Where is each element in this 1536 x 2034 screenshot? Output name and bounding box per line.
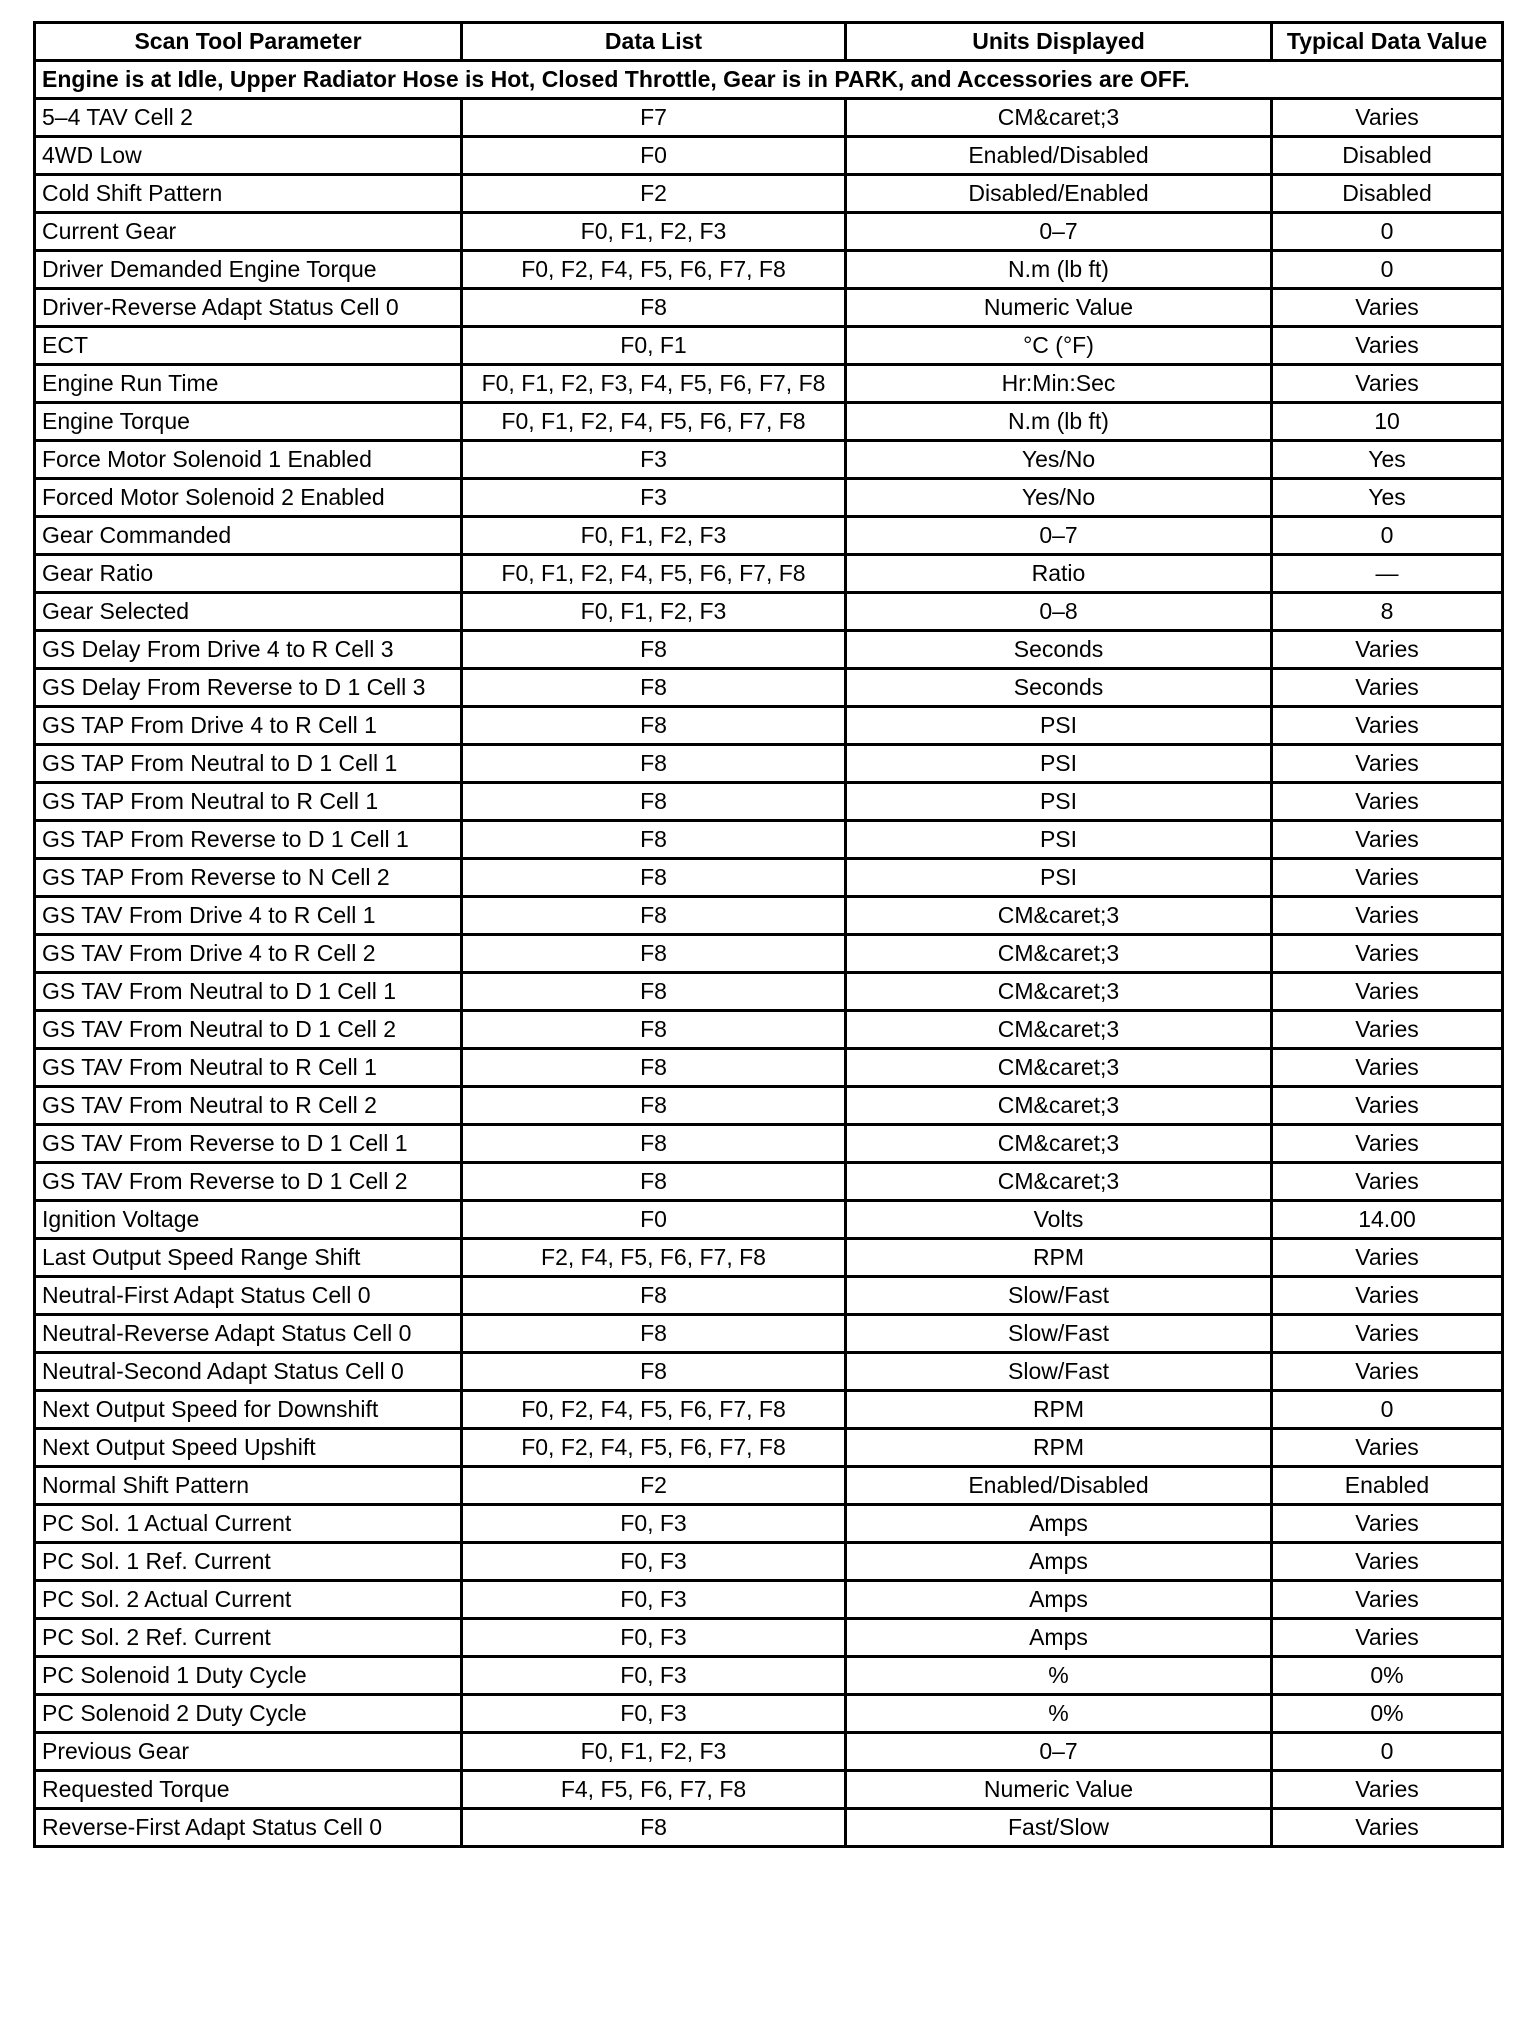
- table-row: [35, 1087, 1503, 1125]
- cell-parameter: 5–4 TAV Cell 2: [35, 99, 462, 137]
- scan-tool-data-table: [33, 21, 1504, 1848]
- cell-typical-value: Varies: [1272, 1125, 1503, 1163]
- cell-data-list: F8: [462, 631, 846, 669]
- cell-data-list: F0, F1, F2, F3: [462, 517, 846, 555]
- cell-data-list: F8: [462, 707, 846, 745]
- table-row: [35, 859, 1503, 897]
- cell-units: PSI: [846, 707, 1272, 745]
- table-row: [35, 403, 1503, 441]
- cell-parameter: GS TAP From Reverse to N Cell 2: [35, 859, 462, 897]
- table-row: [35, 1125, 1503, 1163]
- cell-parameter: GS TAP From Neutral to R Cell 1: [35, 783, 462, 821]
- table-row: [35, 327, 1503, 365]
- cell-data-list: F0, F3: [462, 1657, 846, 1695]
- table-row: [35, 517, 1503, 555]
- header-units-displayed: Units Displayed: [846, 23, 1272, 61]
- cell-parameter: Engine Torque: [35, 403, 462, 441]
- table-row: [35, 365, 1503, 403]
- cell-data-list: F3: [462, 479, 846, 517]
- cell-parameter: Normal Shift Pattern: [35, 1467, 462, 1505]
- table-row: [35, 1771, 1503, 1809]
- cell-parameter: GS TAV From Neutral to R Cell 2: [35, 1087, 462, 1125]
- cell-typical-value: Varies: [1272, 99, 1503, 137]
- cell-data-list: F8: [462, 897, 846, 935]
- cell-data-list: F8: [462, 973, 846, 1011]
- cell-parameter: GS TAV From Neutral to D 1 Cell 2: [35, 1011, 462, 1049]
- cell-typical-value: Varies: [1272, 1011, 1503, 1049]
- cell-parameter: GS TAP From Reverse to D 1 Cell 1: [35, 821, 462, 859]
- cell-units: CM&caret;3: [846, 897, 1272, 935]
- cell-data-list: F8: [462, 669, 846, 707]
- table-row: [35, 555, 1503, 593]
- cell-parameter: PC Sol. 2 Ref. Current: [35, 1619, 462, 1657]
- cell-typical-value: 0%: [1272, 1657, 1503, 1695]
- cell-data-list: F8: [462, 1011, 846, 1049]
- cell-typical-value: Varies: [1272, 289, 1503, 327]
- cell-typical-value: 0: [1272, 213, 1503, 251]
- cell-typical-value: Varies: [1272, 783, 1503, 821]
- table-body: [35, 61, 1503, 1847]
- cell-data-list: F8: [462, 783, 846, 821]
- cell-units: Slow/Fast: [846, 1315, 1272, 1353]
- cell-units: Slow/Fast: [846, 1353, 1272, 1391]
- cell-typical-value: 0: [1272, 1733, 1503, 1771]
- cell-parameter: Cold Shift Pattern: [35, 175, 462, 213]
- cell-typical-value: Varies: [1272, 935, 1503, 973]
- cell-data-list: F0, F2, F4, F5, F6, F7, F8: [462, 1391, 846, 1429]
- cell-parameter: Ignition Voltage: [35, 1201, 462, 1239]
- table-row: [35, 479, 1503, 517]
- table-row: [35, 1581, 1503, 1619]
- table-row: [35, 1163, 1503, 1201]
- data-table-container: [33, 21, 1501, 1848]
- cell-data-list: F0: [462, 1201, 846, 1239]
- cell-units: RPM: [846, 1429, 1272, 1467]
- table-row: [35, 1277, 1503, 1315]
- cell-units: CM&caret;3: [846, 1163, 1272, 1201]
- cell-parameter: Requested Torque: [35, 1771, 462, 1809]
- header-data-list: Data List: [462, 23, 846, 61]
- cell-parameter: Next Output Speed for Downshift: [35, 1391, 462, 1429]
- cell-units: 0–7: [846, 213, 1272, 251]
- table-row: [35, 897, 1503, 935]
- cell-units: Yes/No: [846, 479, 1272, 517]
- cell-typical-value: 10: [1272, 403, 1503, 441]
- cell-data-list: F2: [462, 175, 846, 213]
- table-row: [35, 745, 1503, 783]
- cell-data-list: F8: [462, 935, 846, 973]
- condition-note: Engine is at Idle, Upper Radiator Hose is Hot, Closed Throttle, Gear is in PARK, and Accessories are OFF.: [35, 61, 1503, 99]
- cell-parameter: GS TAP From Drive 4 to R Cell 1: [35, 707, 462, 745]
- cell-units: RPM: [846, 1391, 1272, 1429]
- cell-parameter: GS TAV From Drive 4 to R Cell 1: [35, 897, 462, 935]
- table-row: [35, 1391, 1503, 1429]
- table-row: [35, 1315, 1503, 1353]
- cell-parameter: GS Delay From Drive 4 to R Cell 3: [35, 631, 462, 669]
- cell-typical-value: 14.00: [1272, 1201, 1503, 1239]
- table-row: [35, 1809, 1503, 1847]
- cell-typical-value: Varies: [1272, 631, 1503, 669]
- cell-data-list: F0, F3: [462, 1695, 846, 1733]
- cell-typical-value: Yes: [1272, 441, 1503, 479]
- cell-units: CM&caret;3: [846, 1087, 1272, 1125]
- table-row: [35, 973, 1503, 1011]
- table-row: [35, 631, 1503, 669]
- cell-parameter: Driver-Reverse Adapt Status Cell 0: [35, 289, 462, 327]
- table-row: [35, 1695, 1503, 1733]
- cell-units: Volts: [846, 1201, 1272, 1239]
- cell-units: Amps: [846, 1505, 1272, 1543]
- cell-units: CM&caret;3: [846, 1125, 1272, 1163]
- cell-parameter: Engine Run Time: [35, 365, 462, 403]
- cell-units: PSI: [846, 783, 1272, 821]
- cell-parameter: Reverse-First Adapt Status Cell 0: [35, 1809, 462, 1847]
- cell-data-list: F8: [462, 1353, 846, 1391]
- cell-data-list: F3: [462, 441, 846, 479]
- cell-typical-value: Varies: [1272, 707, 1503, 745]
- cell-data-list: F0, F1, F2, F3: [462, 213, 846, 251]
- table-row: [35, 1239, 1503, 1277]
- cell-typical-value: Varies: [1272, 365, 1503, 403]
- cell-data-list: F8: [462, 1125, 846, 1163]
- table-row: [35, 99, 1503, 137]
- header-typical-data-value: Typical Data Value: [1272, 23, 1503, 61]
- cell-parameter: GS TAV From Reverse to D 1 Cell 2: [35, 1163, 462, 1201]
- cell-data-list: F8: [462, 1277, 846, 1315]
- cell-units: N.m (lb ft): [846, 251, 1272, 289]
- cell-data-list: F0, F1, F2, F3, F4, F5, F6, F7, F8: [462, 365, 846, 403]
- table-row: [35, 1619, 1503, 1657]
- cell-units: CM&caret;3: [846, 973, 1272, 1011]
- cell-typical-value: Varies: [1272, 859, 1503, 897]
- cell-units: %: [846, 1657, 1272, 1695]
- cell-typical-value: Yes: [1272, 479, 1503, 517]
- cell-data-list: F8: [462, 289, 846, 327]
- cell-units: Enabled/Disabled: [846, 1467, 1272, 1505]
- cell-units: PSI: [846, 821, 1272, 859]
- condition-note-row: [35, 61, 1503, 99]
- cell-data-list: F8: [462, 859, 846, 897]
- cell-units: 0–8: [846, 593, 1272, 631]
- cell-parameter: Previous Gear: [35, 1733, 462, 1771]
- cell-parameter: Neutral-First Adapt Status Cell 0: [35, 1277, 462, 1315]
- cell-parameter: Last Output Speed Range Shift: [35, 1239, 462, 1277]
- table-row: [35, 137, 1503, 175]
- cell-typical-value: 0: [1272, 251, 1503, 289]
- cell-parameter: PC Solenoid 2 Duty Cycle: [35, 1695, 462, 1733]
- table-row: [35, 1467, 1503, 1505]
- table-row: [35, 1733, 1503, 1771]
- cell-units: Numeric Value: [846, 1771, 1272, 1809]
- cell-data-list: F8: [462, 821, 846, 859]
- cell-data-list: F2: [462, 1467, 846, 1505]
- table-row: [35, 1505, 1503, 1543]
- cell-parameter: GS TAV From Neutral to R Cell 1: [35, 1049, 462, 1087]
- table-row: [35, 251, 1503, 289]
- cell-parameter: Current Gear: [35, 213, 462, 251]
- cell-parameter: Neutral-Second Adapt Status Cell 0: [35, 1353, 462, 1391]
- cell-typical-value: Varies: [1272, 1771, 1503, 1809]
- cell-data-list: F8: [462, 1809, 846, 1847]
- cell-units: Amps: [846, 1543, 1272, 1581]
- cell-typical-value: 8: [1272, 593, 1503, 631]
- cell-typical-value: Varies: [1272, 1049, 1503, 1087]
- cell-parameter: Forced Motor Solenoid 2 Enabled: [35, 479, 462, 517]
- table-header: [35, 23, 1503, 61]
- cell-data-list: F0, F3: [462, 1543, 846, 1581]
- cell-units: Seconds: [846, 669, 1272, 707]
- cell-typical-value: Varies: [1272, 1581, 1503, 1619]
- cell-parameter: GS Delay From Reverse to D 1 Cell 3: [35, 669, 462, 707]
- cell-typical-value: Varies: [1272, 973, 1503, 1011]
- table-row: [35, 935, 1503, 973]
- cell-parameter: Neutral-Reverse Adapt Status Cell 0: [35, 1315, 462, 1353]
- cell-units: Enabled/Disabled: [846, 137, 1272, 175]
- cell-typical-value: Varies: [1272, 1619, 1503, 1657]
- cell-units: Fast/Slow: [846, 1809, 1272, 1847]
- table-row: [35, 441, 1503, 479]
- table-row: [35, 707, 1503, 745]
- cell-data-list: F8: [462, 1163, 846, 1201]
- cell-data-list: F2, F4, F5, F6, F7, F8: [462, 1239, 846, 1277]
- cell-typical-value: 0: [1272, 517, 1503, 555]
- table-row: [35, 1543, 1503, 1581]
- table-row: [35, 1201, 1503, 1239]
- cell-units: Ratio: [846, 555, 1272, 593]
- cell-units: RPM: [846, 1239, 1272, 1277]
- cell-parameter: GS TAV From Neutral to D 1 Cell 1: [35, 973, 462, 1011]
- cell-units: 0–7: [846, 1733, 1272, 1771]
- cell-parameter: Gear Selected: [35, 593, 462, 631]
- cell-units: CM&caret;3: [846, 1011, 1272, 1049]
- cell-units: °C (°F): [846, 327, 1272, 365]
- cell-units: CM&caret;3: [846, 99, 1272, 137]
- cell-parameter: PC Sol. 1 Ref. Current: [35, 1543, 462, 1581]
- cell-typical-value: Enabled: [1272, 1467, 1503, 1505]
- cell-parameter: GS TAV From Reverse to D 1 Cell 1: [35, 1125, 462, 1163]
- cell-units: Amps: [846, 1581, 1272, 1619]
- table-row: [35, 669, 1503, 707]
- cell-typical-value: 0: [1272, 1391, 1503, 1429]
- cell-units: %: [846, 1695, 1272, 1733]
- cell-data-list: F0, F1, F2, F4, F5, F6, F7, F8: [462, 403, 846, 441]
- cell-data-list: F0, F2, F4, F5, F6, F7, F8: [462, 1429, 846, 1467]
- table-row: [35, 593, 1503, 631]
- cell-parameter: Next Output Speed Upshift: [35, 1429, 462, 1467]
- cell-typical-value: Varies: [1272, 1315, 1503, 1353]
- table-row: [35, 289, 1503, 327]
- cell-data-list: F8: [462, 1049, 846, 1087]
- cell-data-list: F0, F1, F2, F3: [462, 1733, 846, 1771]
- cell-parameter: Gear Ratio: [35, 555, 462, 593]
- cell-units: Hr:Min:Sec: [846, 365, 1272, 403]
- cell-units: CM&caret;3: [846, 935, 1272, 973]
- cell-typical-value: Varies: [1272, 1087, 1503, 1125]
- cell-data-list: F7: [462, 99, 846, 137]
- header-scan-tool-parameter: Scan Tool Parameter: [35, 23, 462, 61]
- cell-typical-value: Varies: [1272, 1277, 1503, 1315]
- table-row: [35, 175, 1503, 213]
- cell-data-list: F0, F1, F2, F4, F5, F6, F7, F8: [462, 555, 846, 593]
- cell-data-list: F8: [462, 1087, 846, 1125]
- table-row: [35, 783, 1503, 821]
- table-row: [35, 1011, 1503, 1049]
- cell-typical-value: Varies: [1272, 1163, 1503, 1201]
- cell-parameter: PC Sol. 1 Actual Current: [35, 1505, 462, 1543]
- table-row: [35, 1657, 1503, 1695]
- cell-typical-value: Varies: [1272, 1429, 1503, 1467]
- cell-units: PSI: [846, 859, 1272, 897]
- cell-typical-value: Varies: [1272, 1353, 1503, 1391]
- table-row: [35, 821, 1503, 859]
- cell-typical-value: Varies: [1272, 821, 1503, 859]
- cell-units: Slow/Fast: [846, 1277, 1272, 1315]
- cell-data-list: F0, F3: [462, 1619, 846, 1657]
- header-row: [35, 23, 1503, 61]
- cell-parameter: PC Solenoid 1 Duty Cycle: [35, 1657, 462, 1695]
- cell-units: Yes/No: [846, 441, 1272, 479]
- table-row: [35, 1429, 1503, 1467]
- table-row: [35, 213, 1503, 251]
- cell-units: Seconds: [846, 631, 1272, 669]
- cell-typical-value: Varies: [1272, 1809, 1503, 1847]
- cell-parameter: Force Motor Solenoid 1 Enabled: [35, 441, 462, 479]
- cell-typical-value: Disabled: [1272, 137, 1503, 175]
- cell-typical-value: Varies: [1272, 1543, 1503, 1581]
- cell-typical-value: Varies: [1272, 669, 1503, 707]
- cell-data-list: F0, F1: [462, 327, 846, 365]
- cell-units: Amps: [846, 1619, 1272, 1657]
- cell-typical-value: Disabled: [1272, 175, 1503, 213]
- cell-parameter: Gear Commanded: [35, 517, 462, 555]
- cell-units: 0–7: [846, 517, 1272, 555]
- cell-parameter: PC Sol. 2 Actual Current: [35, 1581, 462, 1619]
- cell-units: N.m (lb ft): [846, 403, 1272, 441]
- cell-units: Numeric Value: [846, 289, 1272, 327]
- cell-typical-value: Varies: [1272, 1239, 1503, 1277]
- cell-parameter: Driver Demanded Engine Torque: [35, 251, 462, 289]
- cell-typical-value: Varies: [1272, 897, 1503, 935]
- cell-typical-value: —: [1272, 555, 1503, 593]
- cell-data-list: F4, F5, F6, F7, F8: [462, 1771, 846, 1809]
- table-row: [35, 1049, 1503, 1087]
- cell-typical-value: 0%: [1272, 1695, 1503, 1733]
- cell-units: Disabled/Enabled: [846, 175, 1272, 213]
- cell-data-list: F0, F3: [462, 1581, 846, 1619]
- cell-units: PSI: [846, 745, 1272, 783]
- cell-parameter: 4WD Low: [35, 137, 462, 175]
- cell-data-list: F8: [462, 745, 846, 783]
- cell-data-list: F0, F1, F2, F3: [462, 593, 846, 631]
- cell-typical-value: Varies: [1272, 327, 1503, 365]
- cell-data-list: F0: [462, 137, 846, 175]
- cell-data-list: F8: [462, 1315, 846, 1353]
- cell-typical-value: Varies: [1272, 745, 1503, 783]
- cell-parameter: ECT: [35, 327, 462, 365]
- cell-data-list: F0, F2, F4, F5, F6, F7, F8: [462, 251, 846, 289]
- cell-parameter: GS TAP From Neutral to D 1 Cell 1: [35, 745, 462, 783]
- cell-parameter: GS TAV From Drive 4 to R Cell 2: [35, 935, 462, 973]
- cell-data-list: F0, F3: [462, 1505, 846, 1543]
- table-row: [35, 1353, 1503, 1391]
- cell-typical-value: Varies: [1272, 1505, 1503, 1543]
- cell-units: CM&caret;3: [846, 1049, 1272, 1087]
